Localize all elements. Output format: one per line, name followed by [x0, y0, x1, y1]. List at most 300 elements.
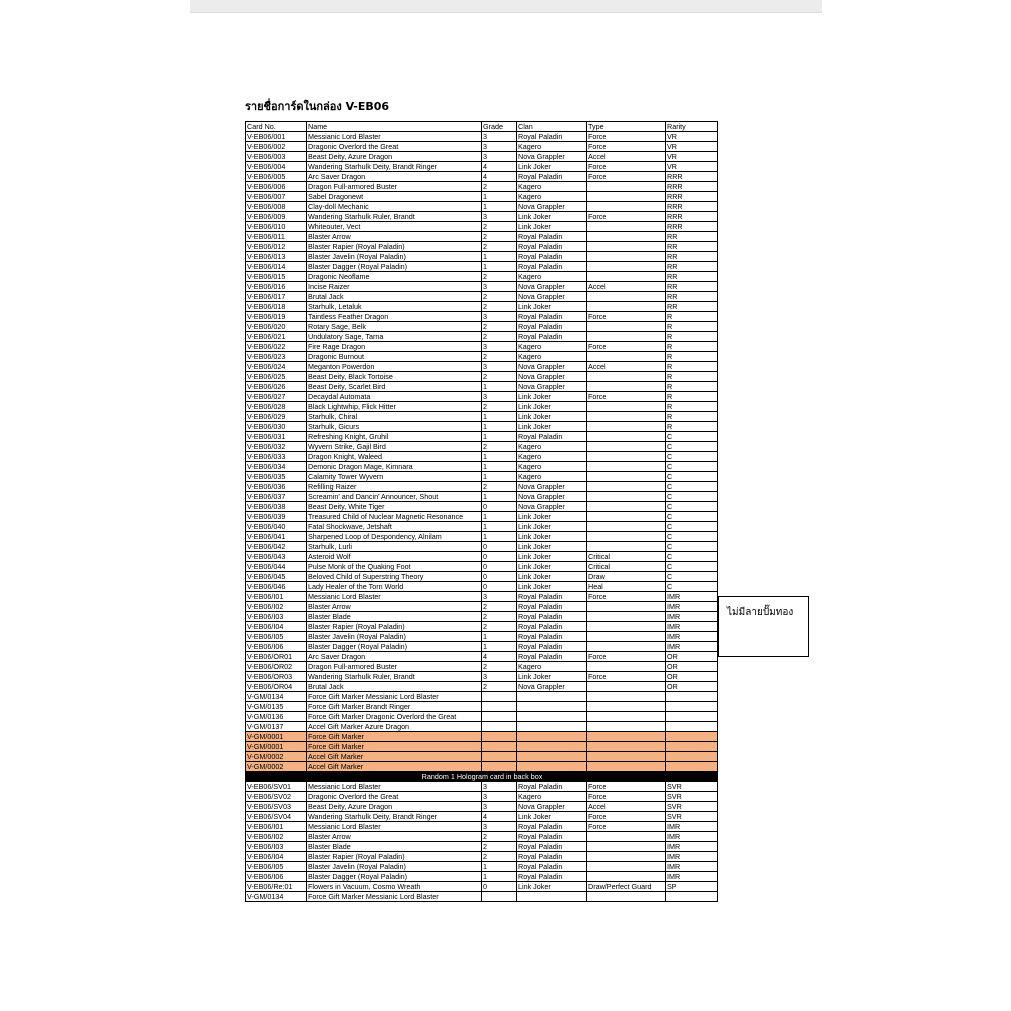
grade-cell — [482, 742, 517, 752]
table-row — [246, 302, 718, 312]
rarity-cell: RR — [666, 262, 718, 272]
table-row — [246, 482, 718, 492]
grade-cell: 4 — [482, 812, 517, 822]
rarity-cell: OR — [666, 652, 718, 662]
note-box — [718, 596, 809, 657]
type-cell: Accel — [587, 282, 666, 292]
card-no-cell: V-EB06/031 — [246, 432, 307, 442]
name-cell: Wandering Starhulk Ruler, Brandt — [307, 672, 482, 682]
table-row — [246, 472, 718, 482]
name-cell: Messianic Lord Blaster — [307, 822, 482, 832]
type-cell — [587, 272, 666, 282]
clan-cell — [517, 702, 587, 712]
name-cell: Blaster Rapier (Royal Paladin) — [307, 852, 482, 862]
card-no-cell: V-EB06/OR02 — [246, 662, 307, 672]
name-cell: Decaydal Automata — [307, 392, 482, 402]
card-no-cell: V-EB06/025 — [246, 372, 307, 382]
clan-cell: Kagero — [517, 352, 587, 362]
card-no-cell: V-EB06/037 — [246, 492, 307, 502]
grade-cell: 3 — [482, 802, 517, 812]
clan-cell: Royal Paladin — [517, 252, 587, 262]
type-cell — [587, 842, 666, 852]
clan-cell: Nova Grappler — [517, 492, 587, 502]
grade-cell: 2 — [482, 842, 517, 852]
clan-cell: Nova Grappler — [517, 682, 587, 692]
grade-cell: 2 — [482, 662, 517, 672]
name-cell: Beast Deity, Azure Dragon — [307, 802, 482, 812]
name-cell: Refreshing Knight, Gruhil — [307, 432, 482, 442]
table-row — [246, 292, 718, 302]
type-cell — [587, 412, 666, 422]
type-cell — [587, 542, 666, 552]
card-no-cell: V-GM/0134 — [246, 692, 307, 702]
card-no-cell: V-EB06/020 — [246, 322, 307, 332]
rarity-cell: R — [666, 412, 718, 422]
document-title: รายชื่อการ์ดในกล่อง V-EB06 — [245, 100, 390, 113]
type-cell: Critical — [587, 552, 666, 562]
rarity-cell: C — [666, 562, 718, 572]
clan-cell — [517, 722, 587, 732]
card-no-cell: V-EB06/SV03 — [246, 802, 307, 812]
table-row — [246, 422, 718, 432]
grade-cell: 1 — [482, 252, 517, 262]
clan-cell: Link Joker — [517, 402, 587, 412]
type-cell — [587, 862, 666, 872]
card-no-cell: V-GM/0001 — [246, 732, 307, 742]
name-cell: Blaster Javelin (Royal Paladin) — [307, 632, 482, 642]
type-cell — [587, 492, 666, 502]
rarity-cell: R — [666, 372, 718, 382]
hologram-row — [246, 792, 718, 802]
type-cell: Draw — [587, 572, 666, 582]
header-grade: Grade — [482, 122, 517, 132]
clan-cell: Royal Paladin — [517, 822, 587, 832]
name-cell: Dragon Full-armored Buster — [307, 662, 482, 672]
card-no-cell: V-EB06/024 — [246, 362, 307, 372]
rarity-cell: R — [666, 352, 718, 362]
clan-cell: Nova Grappler — [517, 502, 587, 512]
table-row — [246, 262, 718, 272]
grade-cell: 2 — [482, 352, 517, 362]
clan-cell — [517, 892, 587, 902]
grade-cell: 1 — [482, 522, 517, 532]
name-cell: Blaster Rapier (Royal Paladin) — [307, 622, 482, 632]
gift-marker-row — [246, 762, 718, 772]
table-row — [246, 542, 718, 552]
grade-cell: 1 — [482, 872, 517, 882]
note-text: ไม่มีลายปั๊มทอง — [727, 607, 794, 618]
name-cell: Blaster Dagger (Royal Paladin) — [307, 642, 482, 652]
rarity-cell: RR — [666, 242, 718, 252]
clan-cell: Royal Paladin — [517, 632, 587, 642]
grade-cell: 0 — [482, 572, 517, 582]
table-row — [246, 512, 718, 522]
type-cell: Accel — [587, 802, 666, 812]
name-cell: Beast Deity, Black Tortoise — [307, 372, 482, 382]
table-row — [246, 182, 718, 192]
table-row — [246, 252, 718, 262]
table-row — [246, 582, 718, 592]
card-no-cell: V-EB06/019 — [246, 312, 307, 322]
card-no-cell: V-EB06/038 — [246, 502, 307, 512]
name-cell: Brutal Jack — [307, 682, 482, 692]
clan-cell: Royal Paladin — [517, 432, 587, 442]
name-cell: Force Gift Marker Dragonic Overlord the Great — [307, 712, 482, 722]
name-cell: Brutal Jack — [307, 292, 482, 302]
table-row — [246, 372, 718, 382]
grade-cell: 2 — [482, 302, 517, 312]
clan-cell: Royal Paladin — [517, 652, 587, 662]
rarity-cell: C — [666, 492, 718, 502]
type-cell: Force — [587, 672, 666, 682]
rarity-cell: R — [666, 392, 718, 402]
table-row — [246, 492, 718, 502]
name-cell: Dragonic Burnout — [307, 352, 482, 362]
rarity-cell: IMR — [666, 602, 718, 612]
name-cell: Messianic Lord Blaster — [307, 782, 482, 792]
clan-cell: Link Joker — [517, 512, 587, 522]
clan-cell: Link Joker — [517, 532, 587, 542]
name-cell: Fire Rage Dragon — [307, 342, 482, 352]
clan-cell: Royal Paladin — [517, 262, 587, 272]
table-row — [246, 352, 718, 362]
rarity-cell: OR — [666, 682, 718, 692]
grade-cell: 1 — [482, 632, 517, 642]
card-no-cell: V-EB06/SV02 — [246, 792, 307, 802]
type-cell: Force — [587, 172, 666, 182]
grade-cell: 3 — [482, 212, 517, 222]
name-cell: Wyvern Strike, Gajil Bird — [307, 442, 482, 452]
rarity-cell: OR — [666, 672, 718, 682]
name-cell: Accel Gift Marker — [307, 752, 482, 762]
clan-cell: Link Joker — [517, 882, 587, 892]
card-no-cell: V-EB06/007 — [246, 192, 307, 202]
grade-cell: 4 — [482, 652, 517, 662]
rarity-cell: C — [666, 462, 718, 472]
rarity-cell — [666, 762, 718, 772]
name-cell: Wandering Starhulk Ruler, Brandt — [307, 212, 482, 222]
table-row — [246, 572, 718, 582]
clan-cell: Royal Paladin — [517, 852, 587, 862]
table-row — [246, 662, 718, 672]
table-row — [246, 242, 718, 252]
grade-cell — [482, 722, 517, 732]
type-cell — [587, 442, 666, 452]
card-no-cell: V-EB06/012 — [246, 242, 307, 252]
card-no-cell: V-EB06/036 — [246, 482, 307, 492]
name-cell: Beast Deity, Azure Dragon — [307, 152, 482, 162]
grade-cell: 2 — [482, 682, 517, 692]
grade-cell: 1 — [482, 382, 517, 392]
grade-cell — [482, 702, 517, 712]
rarity-cell: SVR — [666, 812, 718, 822]
card-no-cell: V-EB06/021 — [246, 332, 307, 342]
name-cell: Arc Saver Dragon — [307, 652, 482, 662]
clan-cell: Kagero — [517, 142, 587, 152]
type-cell — [587, 522, 666, 532]
type-cell — [587, 762, 666, 772]
grade-cell: 3 — [482, 312, 517, 322]
type-cell: Force — [587, 132, 666, 142]
rarity-cell: R — [666, 402, 718, 412]
table-row — [246, 312, 718, 322]
table-row — [246, 712, 718, 722]
name-cell: Taintless Feather Dragon — [307, 312, 482, 322]
card-no-cell: V-EB06/I05 — [246, 632, 307, 642]
name-cell: Dragonic Overlord the Great — [307, 142, 482, 152]
clan-cell: Link Joker — [517, 422, 587, 432]
type-cell — [587, 352, 666, 362]
rarity-cell: RR — [666, 282, 718, 292]
hologram-row — [246, 842, 718, 852]
table-row — [246, 332, 718, 342]
grade-cell: 2 — [482, 242, 517, 252]
table-row — [246, 382, 718, 392]
rarity-cell — [666, 752, 718, 762]
rarity-cell: C — [666, 502, 718, 512]
name-cell: Messianic Lord Blaster — [307, 592, 482, 602]
rarity-cell: C — [666, 522, 718, 532]
grade-cell: 2 — [482, 222, 517, 232]
card-no-cell: V-EB06/027 — [246, 392, 307, 402]
name-cell: Blaster Arrow — [307, 602, 482, 612]
table-row — [246, 702, 718, 712]
name-cell: Blaster Blade — [307, 842, 482, 852]
table-row — [246, 172, 718, 182]
clan-cell: Royal Paladin — [517, 832, 587, 842]
clan-cell: Royal Paladin — [517, 612, 587, 622]
card-no-cell: V-EB06/015 — [246, 272, 307, 282]
type-cell: Force — [587, 312, 666, 322]
clan-cell: Royal Paladin — [517, 322, 587, 332]
clan-cell: Royal Paladin — [517, 312, 587, 322]
type-cell — [587, 752, 666, 762]
type-cell — [587, 502, 666, 512]
rarity-cell: R — [666, 332, 718, 342]
name-cell: Screamin' and Dancin' Announcer, Shout — [307, 492, 482, 502]
table-row — [246, 152, 718, 162]
card-no-cell: V-GM/0001 — [246, 742, 307, 752]
rarity-cell: C — [666, 432, 718, 442]
type-cell — [587, 512, 666, 522]
type-cell — [587, 602, 666, 612]
type-cell — [587, 182, 666, 192]
rarity-cell: RRR — [666, 192, 718, 202]
clan-cell: Link Joker — [517, 542, 587, 552]
card-no-cell: V-GM/0137 — [246, 722, 307, 732]
card-no-cell: V-EB06/033 — [246, 452, 307, 462]
grade-cell: 1 — [482, 492, 517, 502]
clan-cell: Royal Paladin — [517, 592, 587, 602]
rarity-cell — [666, 692, 718, 702]
table-row — [246, 162, 718, 172]
card-no-cell: V-EB06/011 — [246, 232, 307, 242]
grade-cell: 3 — [482, 362, 517, 372]
type-cell: Force — [587, 162, 666, 172]
name-cell: Starhulk, Letaluk — [307, 302, 482, 312]
grade-cell: 1 — [482, 432, 517, 442]
type-cell: Force — [587, 592, 666, 602]
grade-cell: 1 — [482, 202, 517, 212]
clan-cell: Nova Grappler — [517, 482, 587, 492]
table-row — [246, 522, 718, 532]
card-list-body — [246, 122, 718, 902]
type-cell — [587, 692, 666, 702]
rarity-cell: SVR — [666, 782, 718, 792]
table-row — [246, 672, 718, 682]
hologram-row — [246, 852, 718, 862]
grade-cell: 2 — [482, 272, 517, 282]
table-row — [246, 682, 718, 692]
name-cell: Fatal Shockwave, Jetshaft — [307, 522, 482, 532]
name-cell: Blaster Arrow — [307, 232, 482, 242]
rarity-cell: R — [666, 342, 718, 352]
table-row — [246, 452, 718, 462]
type-cell — [587, 332, 666, 342]
card-no-cell: V-EB06/008 — [246, 202, 307, 212]
clan-cell: Kagero — [517, 452, 587, 462]
table-row — [246, 362, 718, 372]
table-row — [246, 632, 718, 642]
hologram-row — [246, 892, 718, 902]
table-row — [246, 392, 718, 402]
card-no-cell: V-EB06/SV01 — [246, 782, 307, 792]
rarity-cell: C — [666, 542, 718, 552]
grade-cell: 3 — [482, 142, 517, 152]
table-row — [246, 562, 718, 572]
clan-cell — [517, 762, 587, 772]
grade-cell: 2 — [482, 332, 517, 342]
grade-cell: 4 — [482, 172, 517, 182]
table-row — [246, 462, 718, 472]
grade-cell: 2 — [482, 622, 517, 632]
name-cell: Dragon Full-armored Buster — [307, 182, 482, 192]
clan-cell: Link Joker — [517, 162, 587, 172]
grade-cell: 1 — [482, 462, 517, 472]
name-cell: Asteroid Wolf — [307, 552, 482, 562]
rarity-cell: IMR — [666, 592, 718, 602]
clan-cell: Link Joker — [517, 582, 587, 592]
grade-cell — [482, 752, 517, 762]
header-type: Type — [587, 122, 666, 132]
type-cell — [587, 532, 666, 542]
name-cell: Starhulk, Lurli — [307, 542, 482, 552]
name-cell: Meganton Powerdon — [307, 362, 482, 372]
grade-cell: 3 — [482, 132, 517, 142]
grade-cell: 2 — [482, 852, 517, 862]
card-no-cell: V-EB06/005 — [246, 172, 307, 182]
table-row — [246, 552, 718, 562]
card-no-cell: V-GM/0135 — [246, 702, 307, 712]
grade-cell: 0 — [482, 582, 517, 592]
table-row — [246, 602, 718, 612]
card-no-cell: V-EB06/042 — [246, 542, 307, 552]
card-no-cell: V-EB06/003 — [246, 152, 307, 162]
rarity-cell: RRR — [666, 222, 718, 232]
clan-cell: Royal Paladin — [517, 172, 587, 182]
type-cell — [587, 702, 666, 712]
type-cell — [587, 292, 666, 302]
grade-cell: 2 — [482, 402, 517, 412]
type-cell — [587, 232, 666, 242]
clan-cell: Nova Grappler — [517, 802, 587, 812]
clan-cell: Nova Grappler — [517, 362, 587, 372]
name-cell: Dragonic Neoflame — [307, 272, 482, 282]
rarity-cell: IMR — [666, 842, 718, 852]
card-no-cell: V-EB06/SV04 — [246, 812, 307, 822]
card-no-cell: V-EB06/043 — [246, 552, 307, 562]
card-no-cell: V-EB06/018 — [246, 302, 307, 312]
clan-cell: Kagero — [517, 272, 587, 282]
grade-cell — [482, 692, 517, 702]
card-no-cell: V-EB06/009 — [246, 212, 307, 222]
grade-cell: 2 — [482, 232, 517, 242]
rarity-cell: VR — [666, 152, 718, 162]
card-no-cell: V-EB06/041 — [246, 532, 307, 542]
table-row — [246, 722, 718, 732]
name-cell: Dragonic Overlord the Great — [307, 792, 482, 802]
clan-cell: Link Joker — [517, 392, 587, 402]
hologram-row — [246, 862, 718, 872]
card-no-cell: V-EB06/029 — [246, 412, 307, 422]
rarity-cell: RR — [666, 232, 718, 242]
clan-cell — [517, 732, 587, 742]
card-no-cell: V-EB06/I03 — [246, 842, 307, 852]
table-row — [246, 202, 718, 212]
type-cell: Force — [587, 782, 666, 792]
type-cell — [587, 432, 666, 442]
name-cell: Beloved Child of Superstring Theory — [307, 572, 482, 582]
rarity-cell: IMR — [666, 852, 718, 862]
card-no-cell: V-EB06/006 — [246, 182, 307, 192]
grade-cell — [482, 732, 517, 742]
clan-cell: Royal Paladin — [517, 332, 587, 342]
table-row — [246, 272, 718, 282]
name-cell: Blaster Arrow — [307, 832, 482, 842]
clan-cell: Link Joker — [517, 572, 587, 582]
table-row — [246, 142, 718, 152]
name-cell: Starhulk, Gicurs — [307, 422, 482, 432]
rarity-cell: OR — [666, 662, 718, 672]
name-cell: Arc Saver Dragon — [307, 172, 482, 182]
name-cell: Pulse Monk of the Quaking Foot — [307, 562, 482, 572]
type-cell — [587, 452, 666, 462]
hologram-row — [246, 782, 718, 792]
name-cell: Black Lightwhip, Flick Hitter — [307, 402, 482, 412]
rarity-cell: IMR — [666, 642, 718, 652]
name-cell: Demonic Dragon Mage, Kimnara — [307, 462, 482, 472]
grade-cell: 2 — [482, 322, 517, 332]
grade-cell: 1 — [482, 642, 517, 652]
card-no-cell: V-EB06/I04 — [246, 852, 307, 862]
header-name: Name — [307, 122, 482, 132]
name-cell: Dragon Knight, Waleed — [307, 452, 482, 462]
table-row — [246, 442, 718, 452]
rarity-cell: RR — [666, 272, 718, 282]
clan-cell: Royal Paladin — [517, 782, 587, 792]
grade-cell: 1 — [482, 422, 517, 432]
grade-cell: 2 — [482, 482, 517, 492]
card-no-cell: V-EB06/045 — [246, 572, 307, 582]
rarity-cell: C — [666, 452, 718, 462]
table-row — [246, 282, 718, 292]
type-cell — [587, 322, 666, 332]
table-row — [246, 232, 718, 242]
clan-cell: Kagero — [517, 342, 587, 352]
type-cell — [587, 482, 666, 492]
gift-marker-row — [246, 742, 718, 752]
grade-cell: 0 — [482, 502, 517, 512]
